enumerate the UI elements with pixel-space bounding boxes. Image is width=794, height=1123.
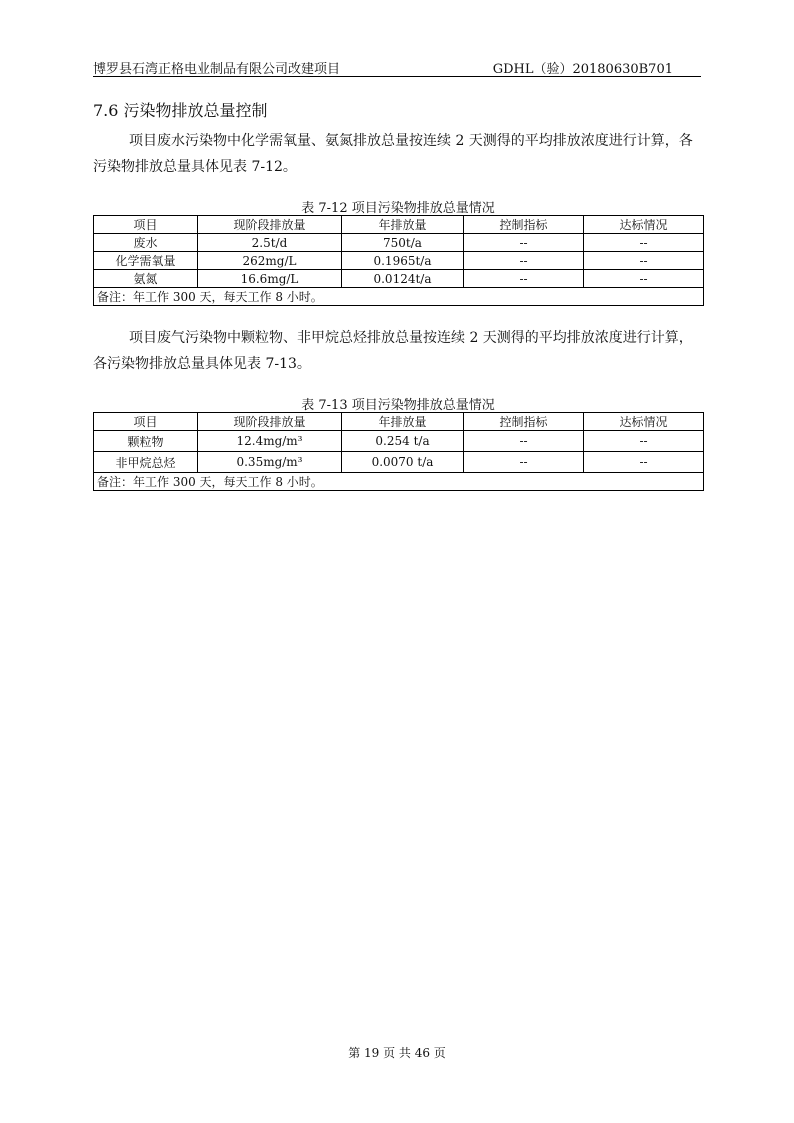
header-project-name: 博罗县石湾正格电业制品有限公司改建项目 [93,62,341,77]
table-cell: 0.1965t/a [342,252,464,270]
header-cell: 年排放量 [342,216,464,234]
table-row [94,234,704,252]
table-row [94,252,704,270]
table-cell: -- [464,270,584,288]
header-report-number: GDHL（验）20180630B701 [492,62,673,77]
header-cell: 现阶段排放量 [198,413,342,431]
table-cell: 16.6mg/L [198,270,342,288]
table-cell: 12.4mg/m³ [198,431,342,452]
table-7-12-caption: 表 7-12 项目污染物排放总量情况 [301,201,495,216]
header-cell: 现阶段排放量 [198,216,342,234]
paragraph-wastewater: 项目废水污染物中化学需氧量、氨氮排放总量按连续 2 天测得的平均排放浓度进行计算，各污染物排放总量具体见表 7-12。 [93,133,693,175]
section-title: 7.6 污染物排放总量控制 [93,101,268,120]
table-cell: -- [464,431,584,452]
table-note: 备注：年工作 300 天，每天工作 8 小时。 [94,473,704,491]
table-cell: -- [464,452,584,473]
table-row [94,270,704,288]
table-cell: -- [584,252,704,270]
header-cell: 项目 [94,413,198,431]
header-cell: 项目 [94,216,198,234]
table-cell: 非甲烷总烃 [94,452,198,473]
table-cell: -- [584,452,704,473]
table-cell: -- [584,270,704,288]
table-header-row [94,216,704,234]
table-7-13 [93,412,704,491]
table-cell: 氨氮 [94,270,198,288]
table-cell: -- [464,252,584,270]
table-cell: -- [584,431,704,452]
page-footer: 第 19 页 共 46 页 [348,1046,446,1060]
table-note-row [94,473,704,491]
paragraph-exhaust-gas: 项目废气污染物中颗粒物、非甲烷总烃排放总量按连续 2 天测得的平均排放浓度进行计算，各污染物排放总量具体见表 7-13。 [93,330,693,372]
header-cell: 达标情况 [584,216,704,234]
header-cell: 控制指标 [464,216,584,234]
table-cell: 0.254 t/a [342,431,464,452]
header-cell: 年排放量 [342,413,464,431]
table-row [94,452,704,473]
table-cell: -- [464,234,584,252]
header-cell: 控制指标 [464,413,584,431]
table-header-row [94,413,704,431]
table-cell: 0.35mg/m³ [198,452,342,473]
table-cell: 0.0070 t/a [342,452,464,473]
table-7-12 [93,215,704,306]
table-cell: 262mg/L [198,252,342,270]
table-row [94,431,704,452]
table-cell: 化学需氧量 [94,252,198,270]
table-cell: 废水 [94,234,198,252]
page-header [93,56,701,77]
table-cell: 2.5t/d [198,234,342,252]
table-cell: 750t/a [342,234,464,252]
table-7-13-caption: 表 7-13 项目污染物排放总量情况 [301,398,495,413]
table-cell: 颗粒物 [94,431,198,452]
header-cell: 达标情况 [584,413,704,431]
table-cell: 0.0124t/a [342,270,464,288]
table-note-row [94,288,704,306]
table-cell: -- [584,234,704,252]
table-note: 备注：年工作 300 天，每天工作 8 小时。 [94,288,704,306]
